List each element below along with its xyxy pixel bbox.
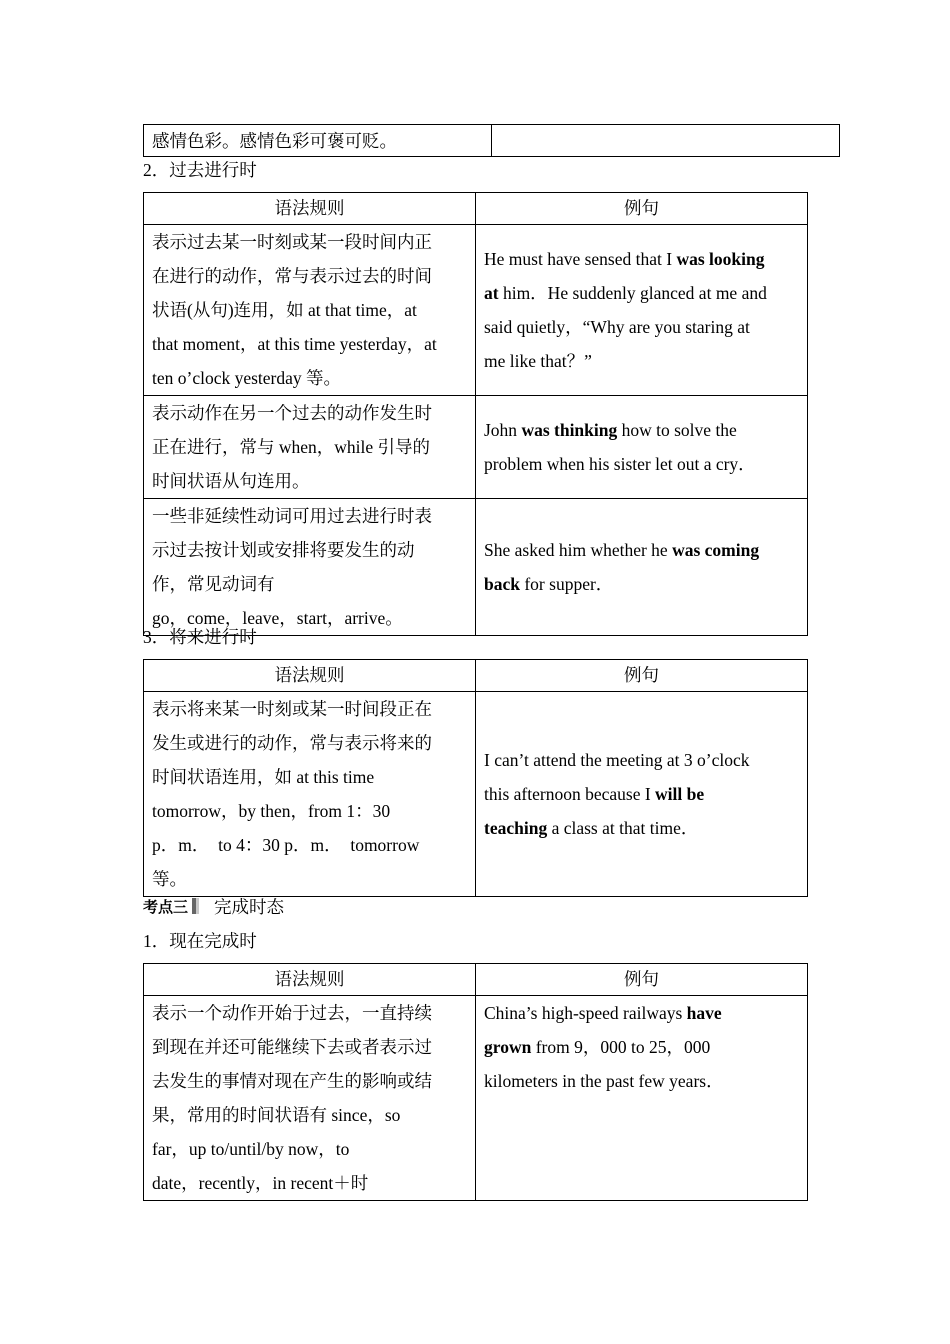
example-line — [484, 310, 799, 344]
rule-line: 时间状语连用，如 at this time — [152, 767, 375, 787]
example-line — [484, 242, 799, 276]
example-line — [484, 996, 799, 1030]
example-line — [484, 533, 799, 567]
example-text: said quietly，“Why are you staring at — [484, 317, 750, 337]
table-past-progressive — [143, 192, 808, 636]
header-example: 例句 — [476, 193, 808, 225]
emphasized-verb: teaching — [484, 818, 548, 838]
example-line — [484, 413, 799, 447]
example-line — [484, 447, 799, 481]
heading-past-progressive: 2．过去进行时 — [143, 160, 257, 180]
rule-line: 在进行的动作，常与表示过去的时间 — [152, 266, 432, 286]
example-text: problem when his sister let out a cry． — [484, 454, 756, 474]
example-cell — [476, 396, 808, 499]
example-text: He must have sensed that I — [484, 249, 677, 269]
emphasized-verb: back — [484, 574, 520, 594]
rule-line: 果，常用的时间状语有 since，so — [152, 1105, 401, 1125]
example-line — [484, 567, 799, 601]
rule-line: 一些非延续性动词可用过去进行时表 — [152, 506, 432, 526]
example-line — [484, 276, 799, 310]
example-cell — [476, 225, 808, 396]
rule-line: go，come，leave，start，arrive。 — [152, 608, 403, 628]
example-text: me like that？” — [484, 351, 592, 371]
header-row — [144, 193, 808, 225]
continued-table — [143, 124, 840, 157]
rule-line: 正在进行，常与 when，while 引导的 — [152, 437, 431, 457]
example-text: this afternoon because I — [484, 784, 656, 804]
rule-line: 表示将来某一时刻或某一时间段正在 — [152, 699, 432, 719]
rule-line: 表示动作在另一个过去的动作发生时 — [152, 403, 432, 423]
emphasized-verb: was thinking — [521, 420, 618, 440]
table-row — [144, 225, 808, 396]
example-text: China’s high-speed railways — [484, 1003, 687, 1023]
example-text: I can’t attend the meeting at 3 o’clock — [484, 750, 750, 770]
example-line — [484, 777, 799, 811]
header-row — [144, 660, 808, 692]
example-text: kilometers in the past few years． — [484, 1071, 724, 1091]
emphasized-verb: grown — [484, 1037, 532, 1057]
header-example: 例句 — [476, 660, 808, 692]
emphasized-verb: will be — [655, 784, 705, 804]
rule-line: 到现在并还可能继续下去或者表示过 — [152, 1037, 432, 1057]
header-example: 例句 — [476, 964, 808, 996]
rule-cell — [144, 225, 476, 396]
emphasized-verb: was looking — [676, 249, 765, 269]
rule-cell — [144, 499, 476, 636]
example-text: how to solve the — [617, 420, 737, 440]
rule-line: p．m． to 4：30 p．m． tomorrow — [152, 835, 420, 855]
table-future-progressive — [143, 659, 808, 897]
example-text: from 9，000 to 25，000 — [531, 1037, 711, 1057]
emphasized-verb: have — [686, 1003, 722, 1023]
rule-line: 状语(从句)连用，如 at that time，at — [152, 300, 417, 320]
rule-line: 示过去按计划或安排将要发生的动 — [152, 540, 415, 560]
emphasized-verb: was coming — [672, 540, 760, 560]
rule-line: tomorrow，by then，from 1：30 — [152, 801, 391, 821]
example-text: John — [484, 420, 522, 440]
table-row — [144, 499, 808, 636]
rule-line: 等。 — [152, 869, 187, 889]
rule-line: that moment，at this time yesterday，at — [152, 334, 437, 354]
emphasized-verb: at — [484, 283, 499, 303]
rule-line: date，recently，in recent＋时 — [152, 1173, 369, 1193]
example-line — [484, 1064, 799, 1098]
example-text: him．He suddenly glanced at me and — [498, 283, 767, 303]
rule-line: 作，常见动词有 — [152, 574, 275, 594]
rule-line: 去发生的事情对现在产生的影响或结 — [152, 1071, 432, 1091]
header-rule: 语法规则 — [144, 964, 476, 996]
table-row — [144, 996, 808, 1201]
example-cell — [492, 125, 840, 157]
example-line — [484, 743, 799, 777]
example-line — [484, 344, 799, 378]
heading-present-perfect: 1．现在完成时 — [143, 931, 257, 951]
rule-cell: 感情色彩。感情色彩可褒可贬。 — [144, 125, 492, 157]
example-text: She asked him whether he — [484, 540, 673, 560]
example-cell — [476, 499, 808, 636]
rule-line: ten o’clock yesterday 等。 — [152, 368, 342, 388]
rule-line: 表示过去某一时刻或某一段时间内正 — [152, 232, 432, 252]
section-title: 完成时态 — [214, 896, 285, 917]
example-text: for supper． — [519, 574, 614, 594]
rule-cell — [144, 692, 476, 897]
table-present-perfect — [143, 963, 808, 1201]
table-row — [144, 396, 808, 499]
section-label: 考点三 — [143, 897, 189, 916]
example-line — [484, 811, 799, 845]
section-marker-icon — [192, 898, 196, 914]
header-rule: 语法规则 — [144, 193, 476, 225]
example-cell — [476, 692, 808, 897]
rule-cell — [144, 396, 476, 499]
header-rule: 语法规则 — [144, 660, 476, 692]
table-row — [144, 692, 808, 897]
rule-line: 发生或进行的动作，常与表示将来的 — [152, 733, 432, 753]
example-line — [484, 1030, 799, 1064]
rule-line: 表示一个动作开始于过去，一直持续 — [152, 1003, 432, 1023]
header-row — [144, 964, 808, 996]
example-text: a class at that time． — [547, 818, 699, 838]
rule-line: far，up to/until/by now，to — [152, 1139, 350, 1159]
heading-future-progressive: 3．将来进行时 — [143, 627, 257, 647]
table-row — [144, 125, 840, 157]
example-cell — [476, 996, 808, 1201]
rule-cell — [144, 996, 476, 1201]
section-header — [143, 894, 284, 918]
rule-line: 时间状语从句连用。 — [152, 471, 310, 491]
